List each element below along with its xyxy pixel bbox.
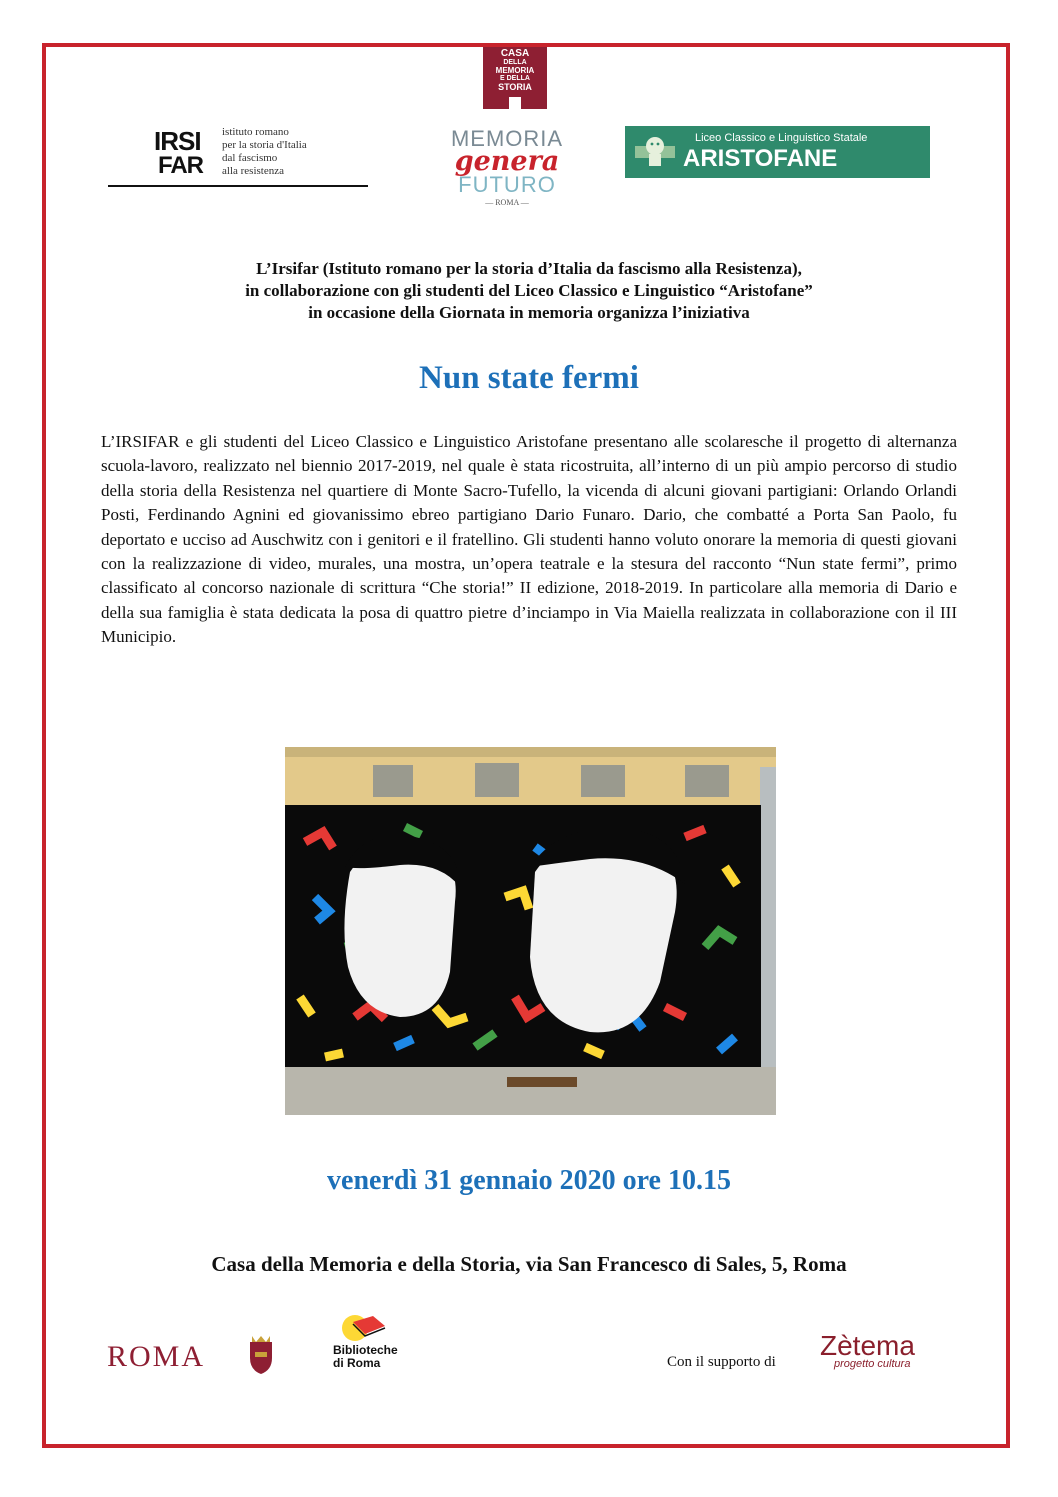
casa-della-memoria-logo: CASA DELLA MEMORIA E DELLA STORIA (483, 47, 547, 109)
irsifar-text: istituto romano per la storia d'Italia dal fascismo alla resistenza (222, 126, 307, 177)
memoria-roma: — ROMA — (485, 198, 529, 207)
aristofane-logo: Liceo Classico e Linguistico Statale ARISTOFANE (625, 126, 930, 178)
intro-text: L’Irsifar (Istituto romano per la storia d’Italia da fascismo alla Resistenza), in collaborazione con gli studenti del Liceo Classico e Linguistico “Aristofane” in occasione della Giornata in memoria organizza l’iniziativa (245, 259, 813, 322)
door-icon (509, 97, 521, 109)
page-border (42, 43, 1010, 1448)
roma-logo: ROMA (107, 1340, 206, 1373)
event-date: venerdì 31 gennaio 2020 ore 10.15 (327, 1165, 731, 1196)
event-venue: Casa della Memoria e della Storia, via San Francesco di Sales, 5, Roma (211, 1252, 847, 1276)
irsifar-logo (108, 124, 368, 190)
roma-shield-icon (246, 1334, 276, 1374)
aristofane-emblem-icon (633, 132, 677, 172)
mural-photo (285, 747, 776, 1115)
irsifar-underline (108, 185, 368, 187)
memoria-genera-futuro-logo: MEMORIA genera FUTURO — ROMA — (440, 128, 574, 212)
biblioteche-di-roma-logo: Biblioteche di Roma (333, 1310, 413, 1374)
zetema-logo: Zètema progetto cultura (820, 1330, 915, 1370)
irsifar-mark: IRSI FAR (154, 126, 203, 179)
book-icon (341, 1310, 391, 1344)
event-description: L’IRSIFAR e gli studenti del Liceo Classico e Linguistico Aristofane presentano alle scolaresche il progetto di alternanza scuola-lavoro, realizzato nel biennio 2017-2019, nel quale è stata ricostruita, all’interno di un più ampio percorso di studio della storia della Resistenza nel quartiere di Monte Sacro-Tufello, la vicenda di alcuni giovani partigiani: Orlando Orlandi Posti, Ferdinando Agnini ed giovanissimo ebreo partigiano Dario Funaro. Dario, che combatté a Porta San Paolo, fu deportato e ucciso ad Auschwitz con i genitori e il fratellino. Gli studenti hanno voluto onorare la memoria di questi giovani con la realizzazione di video, murales, una mostra, un’opera teatrale e la stesura del racconto “Nun state fermi”, primo classificato al concorso nazionale di scrittura “Che storia!” II edizione, 2018-2019. In particolare alla memoria di Dario e della sua famiglia è stata dedicata la posa di quattro pietre d’inciampo in Via Maiella realizzata in collaborazione con il III Municipio. (101, 432, 957, 647)
event-title: Nun state fermi (419, 360, 639, 396)
support-text: Con il supporto di (667, 1354, 776, 1370)
